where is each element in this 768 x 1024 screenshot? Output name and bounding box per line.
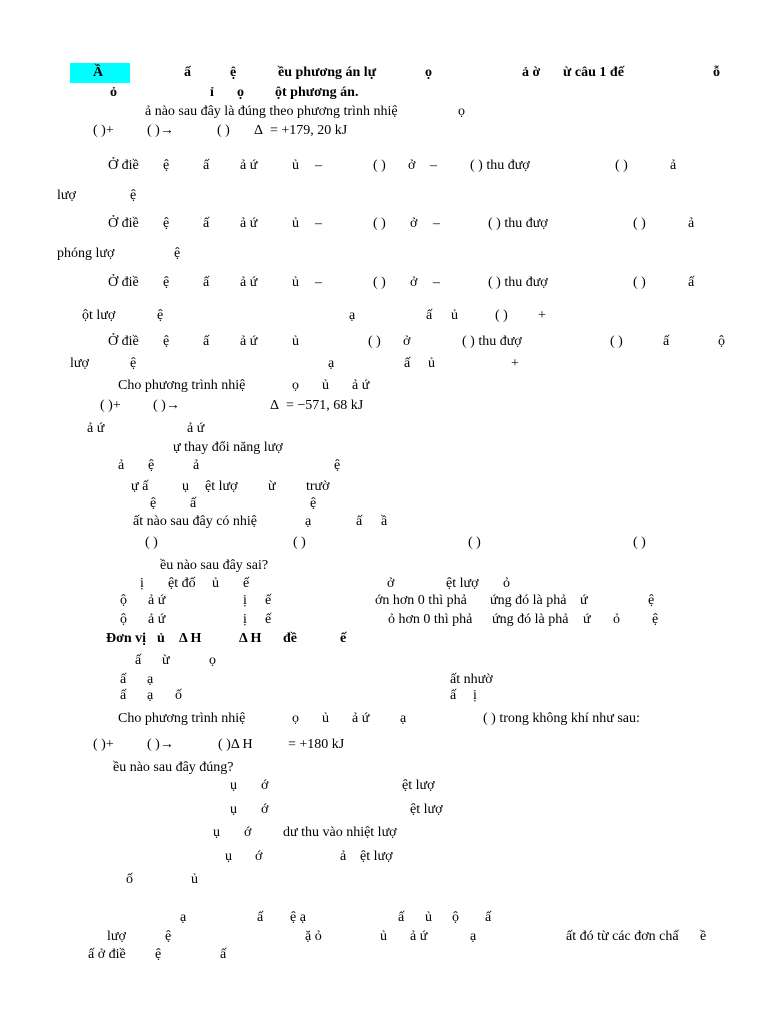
text-fragment: ( ) thu đượ: [462, 334, 522, 349]
text-fragment: ệ ạ: [290, 910, 306, 925]
text-fragment: ủ: [322, 711, 329, 726]
text-fragment: ( )+: [93, 737, 114, 752]
text-fragment: ọ: [292, 711, 299, 726]
text-fragment: ả ứ: [410, 929, 428, 944]
answer-option: [0, 575, 768, 593]
question-line: [0, 557, 768, 575]
text-fragment: ệt lượ: [446, 576, 479, 591]
text-fragment: ề: [700, 929, 707, 944]
text-fragment: ấ: [356, 514, 363, 529]
text-fragment: ở: [410, 216, 418, 231]
text-fragment: ứng đó là phả: [490, 593, 567, 608]
text-fragment: ( ) thu đượ: [488, 275, 548, 290]
answer-option: [0, 333, 768, 351]
document-line: [0, 103, 768, 121]
text-fragment: –: [433, 216, 440, 231]
text-fragment: ỏ: [613, 612, 620, 627]
text-fragment: ( ) thu đượ: [470, 158, 530, 173]
text-fragment: ( ): [373, 216, 386, 231]
text-fragment: đề: [283, 631, 297, 646]
text-fragment: ế: [265, 593, 272, 608]
text-fragment: ả ứ: [148, 593, 166, 608]
text-fragment: ạ: [180, 910, 187, 925]
text-fragment: ệ: [648, 593, 655, 608]
text-fragment: ầ: [381, 514, 388, 529]
text-fragment: –: [315, 216, 322, 231]
text-fragment: ọ: [458, 104, 465, 119]
text-fragment: Ở điề: [108, 216, 139, 231]
text-fragment: ạ: [147, 688, 154, 703]
text-fragment: ệ: [230, 65, 237, 80]
text-fragment: ả: [340, 849, 347, 864]
text-fragment: = +179, 20 kJ: [270, 123, 348, 138]
text-fragment: lượ: [57, 188, 76, 203]
text-fragment: ấ: [135, 653, 142, 668]
answer-option: [0, 439, 768, 457]
question-line: [0, 377, 768, 395]
text-fragment: ị: [243, 593, 247, 608]
text-fragment: ỉ: [210, 85, 214, 100]
text-fragment: ( )+: [93, 123, 114, 138]
text-fragment: ọ: [209, 653, 216, 668]
text-fragment: ự thay đổi năng lượ: [173, 440, 283, 455]
document-line: [0, 871, 768, 889]
document-line: [0, 307, 768, 325]
answer-option: [0, 611, 768, 629]
answer-option: [0, 592, 768, 610]
text-fragment: ụ: [182, 479, 189, 494]
text-fragment: ( ): [615, 158, 628, 173]
question-line: [0, 513, 768, 531]
text-fragment: ớn hơn 0 thì phả: [375, 593, 467, 608]
text-fragment: ( )+: [100, 398, 121, 413]
text-fragment: ộ: [452, 910, 459, 925]
text-fragment: dư thu vào nhiệt lượ: [283, 825, 397, 840]
equation-line: [0, 397, 768, 415]
text-fragment: ả ứ: [352, 711, 370, 726]
text-fragment: Ầ: [93, 65, 104, 80]
text-fragment: ( ): [633, 216, 646, 231]
text-fragment: ấ: [257, 910, 264, 925]
text-fragment: ụ: [230, 778, 237, 793]
text-fragment: Cho phương trình nhiệ: [118, 711, 246, 726]
text-fragment: ất nào sau đây có nhiệ: [133, 514, 258, 529]
text-fragment: ứ: [580, 593, 588, 608]
text-fragment: ả ứ: [187, 421, 205, 436]
text-fragment: ủ: [292, 158, 299, 173]
text-fragment: ệt lượ: [410, 802, 443, 817]
text-fragment: ở: [387, 576, 395, 591]
text-fragment: ấ: [426, 308, 433, 323]
text-fragment: ả ứ: [240, 275, 258, 290]
text-fragment: ế: [243, 576, 250, 591]
answer-option: [0, 630, 768, 648]
text-fragment: ớ: [255, 849, 263, 864]
text-fragment: ( )→: [153, 398, 180, 413]
text-fragment: ệt đố: [168, 576, 196, 591]
text-fragment: ệt lượ: [402, 778, 435, 793]
text-fragment: ệ: [155, 947, 162, 962]
text-fragment: ấ: [485, 910, 492, 925]
text-fragment: ệ: [130, 188, 137, 203]
text-fragment: ố: [126, 872, 133, 887]
text-fragment: ệ: [163, 158, 170, 173]
text-fragment: ọ: [237, 85, 244, 100]
answer-option: [0, 801, 768, 819]
text-fragment: ệ: [163, 334, 170, 349]
text-fragment: ả ứ: [352, 378, 370, 393]
answer-option: [0, 215, 768, 233]
text-fragment: ị: [243, 612, 247, 627]
text-fragment: ớ: [261, 802, 269, 817]
text-fragment: Cho phương trình nhiệ: [118, 378, 246, 393]
equation-line: [0, 736, 768, 754]
text-fragment: ủ: [191, 872, 198, 887]
text-fragment: ấ: [120, 672, 127, 687]
text-fragment: ( ): [373, 275, 386, 290]
answer-option: [0, 495, 768, 513]
text-fragment: ều nào sau đây đúng?: [113, 760, 234, 775]
text-fragment: ệ: [334, 458, 341, 473]
text-fragment: ủ: [428, 356, 435, 371]
text-fragment: ( ): [293, 535, 306, 550]
instruction-heading: [0, 84, 768, 102]
text-fragment: ừ: [162, 653, 170, 668]
text-fragment: ỏ: [110, 85, 117, 100]
text-fragment: ả nào sau đây là đúng theo phương trình nhiệ: [145, 104, 398, 119]
text-fragment: ( ) thu đượ: [488, 216, 548, 231]
text-fragment: ( ): [145, 535, 158, 550]
text-fragment: ộ: [718, 334, 725, 349]
text-fragment: Ở điề: [108, 158, 139, 173]
text-fragment: ( ): [495, 308, 508, 323]
equation-line: [0, 122, 768, 140]
text-fragment: ộ: [120, 593, 127, 608]
text-fragment: ế: [265, 612, 272, 627]
text-fragment: Δ: [254, 123, 264, 138]
text-fragment: ặ ỏ: [305, 929, 322, 944]
text-fragment: ớ: [261, 778, 269, 793]
answer-option: [0, 824, 768, 842]
answer-option: [0, 157, 768, 175]
question-line: [0, 652, 768, 670]
text-fragment: ệ: [310, 496, 317, 511]
text-fragment: ủ: [451, 308, 458, 323]
text-fragment: ụ: [230, 802, 237, 817]
text-fragment: –: [433, 275, 440, 290]
text-fragment: –: [430, 158, 437, 173]
text-fragment: ả ứ: [148, 612, 166, 627]
text-fragment: ụ: [225, 849, 232, 864]
text-fragment: lượ: [107, 929, 126, 944]
text-fragment: ủ: [292, 275, 299, 290]
text-fragment: ộ: [120, 612, 127, 627]
text-fragment: ấ: [184, 65, 191, 80]
document-line: [0, 245, 768, 263]
text-fragment: –: [315, 275, 322, 290]
text-fragment: ỏ: [503, 576, 510, 591]
text-fragment: ệ: [174, 246, 181, 261]
text-fragment: ều phương án lự: [278, 65, 377, 80]
text-fragment: = −571, 68 kJ: [286, 398, 364, 413]
text-fragment: ệ: [163, 216, 170, 231]
text-fragment: ạ: [305, 514, 312, 529]
answer-option: [0, 848, 768, 866]
answer-option: [0, 457, 768, 475]
text-fragment: ột lượ: [82, 308, 116, 323]
text-fragment: ỏ hơn 0 thì phả: [388, 612, 473, 627]
text-fragment: ị: [140, 576, 144, 591]
text-fragment: ( )→: [147, 737, 174, 752]
text-fragment: ế: [340, 631, 347, 646]
text-fragment: ấ: [220, 947, 227, 962]
text-fragment: ấ: [120, 688, 127, 703]
text-fragment: ạ: [470, 929, 477, 944]
text-fragment: ọ: [292, 378, 299, 393]
text-fragment: ừ: [268, 479, 276, 494]
document-line: [0, 420, 768, 438]
text-fragment: ạ: [328, 356, 335, 371]
text-fragment: ( ): [610, 334, 623, 349]
text-fragment: ( ): [368, 334, 381, 349]
text-fragment: ệt lượ: [205, 479, 238, 494]
text-fragment: ủ: [292, 334, 299, 349]
answer-option: [0, 687, 768, 705]
text-fragment: ứng đó là phả: [492, 612, 569, 627]
text-fragment: ( )Δ H: [218, 737, 253, 752]
text-fragment: ệ: [157, 308, 164, 323]
text-fragment: ạ: [400, 711, 407, 726]
text-fragment: lượ: [70, 356, 89, 371]
answer-option: [0, 777, 768, 795]
text-fragment: ấ: [203, 275, 210, 290]
text-fragment: Ở điề: [108, 334, 139, 349]
text-fragment: ấ ở điề: [88, 947, 126, 962]
text-fragment: ớ: [244, 825, 252, 840]
text-fragment: Δ: [270, 398, 280, 413]
text-fragment: ủ: [322, 378, 329, 393]
text-fragment: ( ) trong không khí như sau:: [483, 711, 640, 726]
text-fragment: ấ: [398, 910, 405, 925]
text-fragment: ( )→: [147, 123, 174, 138]
question-line: [0, 710, 768, 728]
text-fragment: ấ: [203, 158, 210, 173]
text-fragment: ả ứ: [240, 158, 258, 173]
text-fragment: ả: [688, 216, 695, 231]
text-fragment: Đơn vị: [106, 631, 147, 646]
instruction-heading: [0, 64, 768, 82]
text-fragment: ỗ: [713, 65, 720, 80]
text-fragment: ấ: [203, 216, 210, 231]
text-fragment: ị: [473, 688, 477, 703]
text-fragment: ủ: [157, 631, 165, 646]
text-fragment: ấ: [688, 275, 695, 290]
text-fragment: ố: [175, 688, 182, 703]
text-fragment: ả: [118, 458, 125, 473]
text-fragment: ệ: [130, 356, 137, 371]
text-fragment: ột phương án.: [275, 85, 359, 100]
document-line: [0, 928, 768, 946]
text-fragment: trườ: [306, 479, 330, 494]
text-fragment: ạ: [147, 672, 154, 687]
document-line: [0, 946, 768, 964]
text-fragment: ả ứ: [240, 334, 258, 349]
text-fragment: Δ H: [239, 631, 262, 646]
text-fragment: ừ câu 1 đế: [563, 65, 624, 80]
answer-option: [0, 274, 768, 292]
text-fragment: Δ H: [179, 631, 202, 646]
text-fragment: ều nào sau đây sai?: [160, 558, 269, 573]
text-fragment: ứ: [583, 612, 591, 627]
text-fragment: ệ: [652, 612, 659, 627]
text-fragment: ( ): [633, 535, 646, 550]
text-fragment: ủ: [212, 576, 219, 591]
text-fragment: ở: [410, 275, 418, 290]
text-fragment: ệ: [148, 458, 155, 473]
text-fragment: ự ấ: [131, 479, 149, 494]
text-fragment: ả ứ: [240, 216, 258, 231]
text-fragment: ất nhườ: [450, 672, 493, 687]
text-fragment: +: [538, 308, 546, 323]
document-line: [0, 909, 768, 927]
text-fragment: ủ: [380, 929, 387, 944]
text-fragment: ọ: [425, 65, 432, 80]
text-fragment: ả ứ: [87, 421, 105, 436]
text-fragment: +: [511, 356, 519, 371]
text-fragment: ủ: [425, 910, 432, 925]
text-fragment: ệ: [163, 275, 170, 290]
text-fragment: phóng lượ: [57, 246, 115, 261]
document-line: [0, 355, 768, 373]
text-fragment: ệ: [150, 496, 157, 511]
text-fragment: ấ: [190, 496, 197, 511]
text-fragment: ấ: [663, 334, 670, 349]
text-fragment: ả: [670, 158, 677, 173]
text-fragment: ất đó từ các đơn chấ: [566, 929, 679, 944]
text-fragment: ệt lượ: [360, 849, 393, 864]
text-fragment: ủ: [292, 216, 299, 231]
text-fragment: ấ: [450, 688, 457, 703]
text-fragment: ở: [408, 158, 416, 173]
text-fragment: ấ: [203, 334, 210, 349]
text-fragment: ( ): [373, 158, 386, 173]
answer-option: [0, 478, 768, 496]
text-fragment: ấ: [404, 356, 411, 371]
text-fragment: Ở điề: [108, 275, 139, 290]
text-fragment: ở: [403, 334, 411, 349]
document-line: [0, 187, 768, 205]
text-fragment: = +180 kJ: [288, 737, 345, 752]
text-fragment: ệ: [165, 929, 172, 944]
answer-options-row: [0, 534, 768, 552]
text-fragment: ạ: [349, 308, 356, 323]
text-fragment: ụ: [213, 825, 220, 840]
text-fragment: –: [315, 158, 322, 173]
text-fragment: ả: [193, 458, 200, 473]
text-fragment: ( ): [217, 123, 230, 138]
question-line: [0, 759, 768, 777]
text-fragment: ( ): [633, 275, 646, 290]
text-fragment: ả ờ: [522, 65, 541, 80]
text-fragment: ( ): [468, 535, 481, 550]
